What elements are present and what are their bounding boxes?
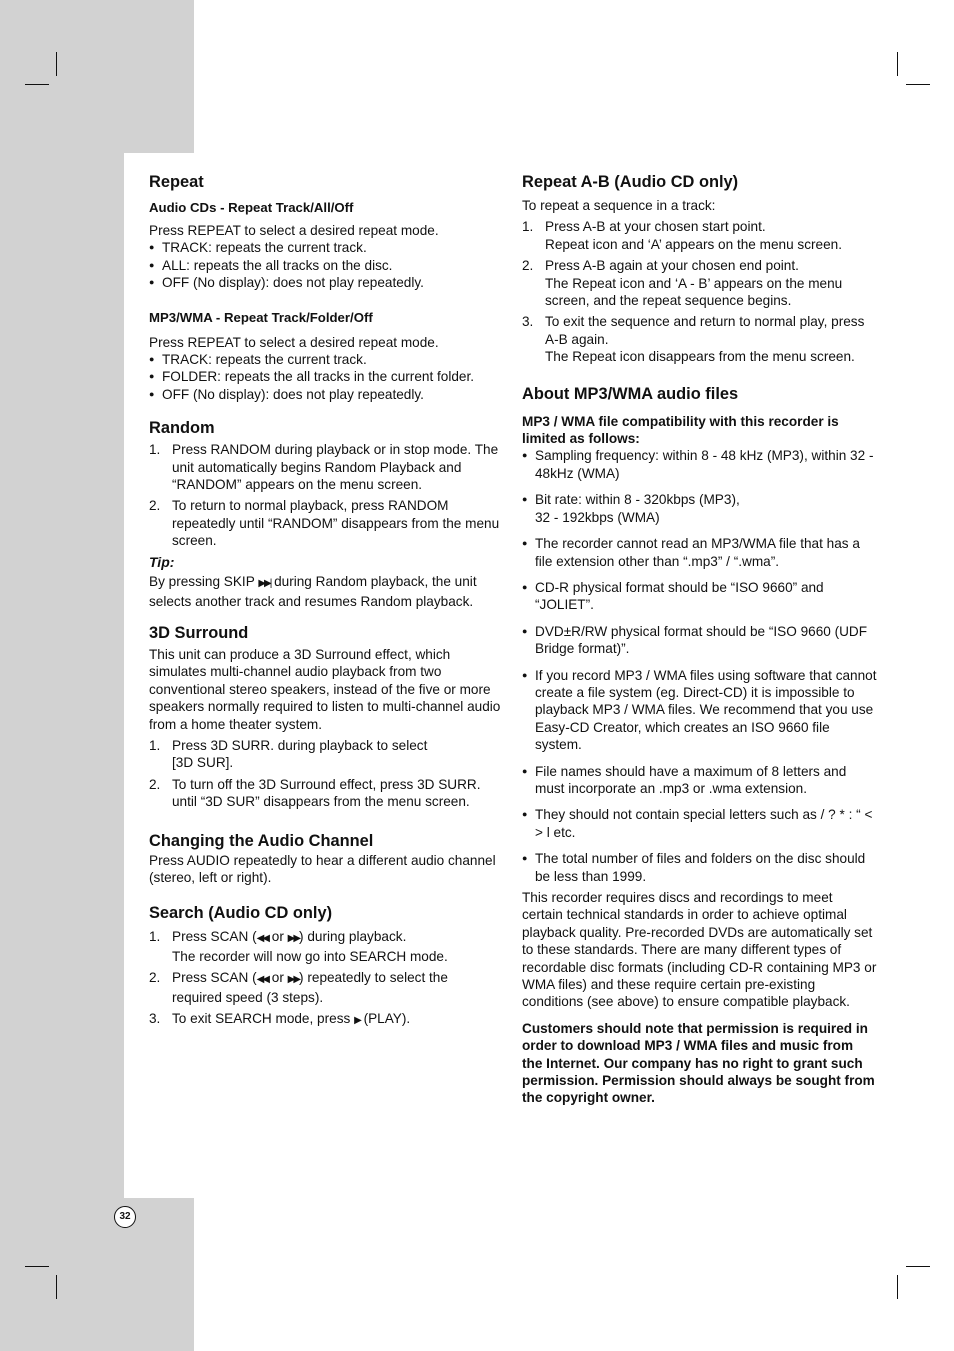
rewind-icon: ◀◀ <box>256 933 268 945</box>
tip-label: Tip: <box>149 553 175 570</box>
repeat-ab-heading: Repeat A-B (Audio CD only) <box>522 173 739 191</box>
list-item: ● ALL: repeats the all tracks on the disc. <box>149 257 501 274</box>
list-item: ● If you record MP3 / WMA files using software that cannot create a file system (eg. Direct-CD) it is impossible to playback MP3 / WMA files. We recommend that you use Easy-CD Creator, which creates an ISO 9660 file system. <box>522 667 877 754</box>
repeat-intro-mp3: Press REPEAT to select a desired repeat mode. <box>149 334 439 350</box>
repeat-intro: Press REPEAT to select a desired repeat mode. <box>149 223 439 238</box>
mp3-heading: About MP3/WMA audio files <box>522 384 739 403</box>
random-heading: Random <box>149 419 215 438</box>
list-item: 1. Press A-B at your chosen start point. Repeat icon and ‘A’ appears on the menu screen. <box>522 219 842 252</box>
repeat-heading: Repeat <box>149 173 204 191</box>
repeat-section <box>149 172 501 403</box>
audio-channel-section <box>149 831 501 887</box>
list-item: ● The total number of files and folders on the disc should be less than 1999. <box>522 850 877 885</box>
search-heading: Search (Audio CD only) <box>149 904 333 923</box>
crop-mark <box>897 1275 898 1299</box>
right-column <box>522 172 877 1107</box>
list-item: ● FOLDER: repeats the all tracks in the current folder. <box>149 368 501 385</box>
copyright-notice: Customers should note that permission is required in order to download MP3 / WMA files and music from the Internet. Our company has no right to grant such permission. Permission should always be sought from the copyright owner. <box>522 1020 875 1106</box>
list-item: 2. Press A-B again at your chosen end point. The Repeat icon and ‘A - B’ appears on the menu screen, and the repeat sequence begins. <box>522 258 843 309</box>
repeat-mp3-subheading: MP3/WMA - Repeat Track/Folder/Off <box>149 309 373 325</box>
crop-mark <box>906 1266 930 1267</box>
surround-section <box>149 623 501 811</box>
mp3-standards-paragraph: This recorder requires discs and recordings to meet certain technical standards in order to achieve optimal playback quality. Pre-recorded DVDs are automatically set to these standards. There are many different types of recordable disc formats (including CD-R containing MP3 or WMA files) and these require certain pre-existing conditions (see above) to ensure compatible playback. <box>522 890 877 1010</box>
surround-heading: 3D Surround <box>149 623 249 642</box>
list-item: ● File names should have a maximum of 8 letters and must incorporate an .mp3 or .wma extension. <box>522 763 877 798</box>
surround-intro: This unit can produce a 3D Surround effect, which simulates multi-channel audio playback from two conventional stereo speakers, instead of the five or more speakers normally required to listen to multi-channel audio from a home theater system. <box>149 646 501 732</box>
repeat-modes-list <box>149 239 501 291</box>
crop-mark <box>906 84 930 85</box>
mp3-section <box>522 384 877 1107</box>
audio-channel-text: Press AUDIO repeatedly to hear a different audio channel (stereo, left or right). <box>149 852 496 885</box>
list-item: ● Sampling frequency: within 8 - 48 kHz (MP3), within 32 - 48kHz (WMA) <box>522 447 877 482</box>
repeat-audio-cd-subheading: Audio CDs - Repeat Track/All/Off <box>149 200 354 215</box>
repeat-ab-intro: To repeat a sequence in a track: <box>522 198 716 213</box>
repeat-ab-section <box>522 172 877 366</box>
audio-channel-heading: Changing the Audio Channel <box>149 831 374 850</box>
search-steps <box>149 928 501 1029</box>
crop-mark <box>897 52 898 76</box>
list-item: ● DVD±R/RW physical format should be “ISO 9660 (UDF Bridge format)”. <box>522 623 877 658</box>
play-icon: ▶ <box>354 1015 360 1026</box>
repeat-mp3-modes-list <box>149 351 501 403</box>
list-item: 1. Press RANDOM during playback or in stop mode. The unit automatically begins Random Playback and “RANDOM” appears on the menu screen. <box>149 442 499 493</box>
margin-band-side <box>0 153 124 1198</box>
tip-text: By pressing SKIP ▶▶| during Random playback, the unit selects another track and resumes Random playback. <box>149 574 477 609</box>
search-section <box>149 903 501 1029</box>
random-steps <box>149 441 501 549</box>
skip-forward-icon: ▶▶| <box>258 578 271 590</box>
list-item: ● OFF (No display): does not play repeatedly. <box>149 274 501 291</box>
list-item: 2. To turn off the 3D Surround effect, press 3D SURR. until “3D SUR” disappears from the menu screen. <box>149 776 481 810</box>
mp3-lead: MP3 / WMA file compatibility with this recorder is limited as follows: <box>522 413 839 447</box>
fast-forward-icon: ▶▶ <box>287 933 300 945</box>
list-item: ● They should not contain special letters such as / ? * : “ < > l etc. <box>522 806 877 841</box>
list-item: ● TRACK: repeats the current track. <box>149 351 501 368</box>
random-section <box>149 418 501 610</box>
left-column <box>149 172 501 1033</box>
crop-mark <box>56 1275 57 1299</box>
crop-mark <box>25 1266 49 1267</box>
list-item: 3. To exit the sequence and return to normal play, press A-B again. The Repeat icon disappears from the menu screen. <box>522 314 865 365</box>
fast-forward-icon: ▶▶ <box>287 974 300 986</box>
rewind-icon: ◀◀ <box>256 974 268 986</box>
list-item: 2. To return to normal playback, press RANDOM repeatedly until “RANDOM” disappears from the menu screen. <box>149 498 500 549</box>
list-item: 1. Press 3D SURR. during playback to select [3D SUR]. <box>149 737 428 771</box>
mp3-requirements-list <box>522 447 877 885</box>
page-number: 32 <box>114 1206 136 1228</box>
crop-mark <box>25 84 49 85</box>
list-item: ● CD-R physical format should be “ISO 9660” and “JOLIET”. <box>522 579 877 614</box>
list-item: 3. To exit SEARCH mode, press ▶ (PLAY). <box>149 1011 411 1026</box>
list-item: 2. Press SCAN (◀◀ or ▶▶) repeatedly to select the required speed (3 steps). <box>149 970 448 1005</box>
surround-steps <box>149 737 501 811</box>
margin-band-bottom <box>0 1198 194 1351</box>
list-item: ● Bit rate: within 8 - 320kbps (MP3), 32 - 192kbps (WMA) <box>522 491 877 526</box>
list-item: ● TRACK: repeats the current track. <box>149 239 501 256</box>
list-item: 1. Press SCAN (◀◀ or ▶▶) during playback. The recorder will now go into SEARCH mode. <box>149 929 448 964</box>
crop-mark <box>56 52 57 76</box>
list-item: ● The recorder cannot read an MP3/WMA file that has a file extension other than “.mp3” / “.wma”. <box>522 535 877 570</box>
repeat-ab-steps <box>522 218 877 365</box>
list-item: ● OFF (No display): does not play repeatedly. <box>149 386 501 403</box>
margin-band-top <box>0 0 194 153</box>
